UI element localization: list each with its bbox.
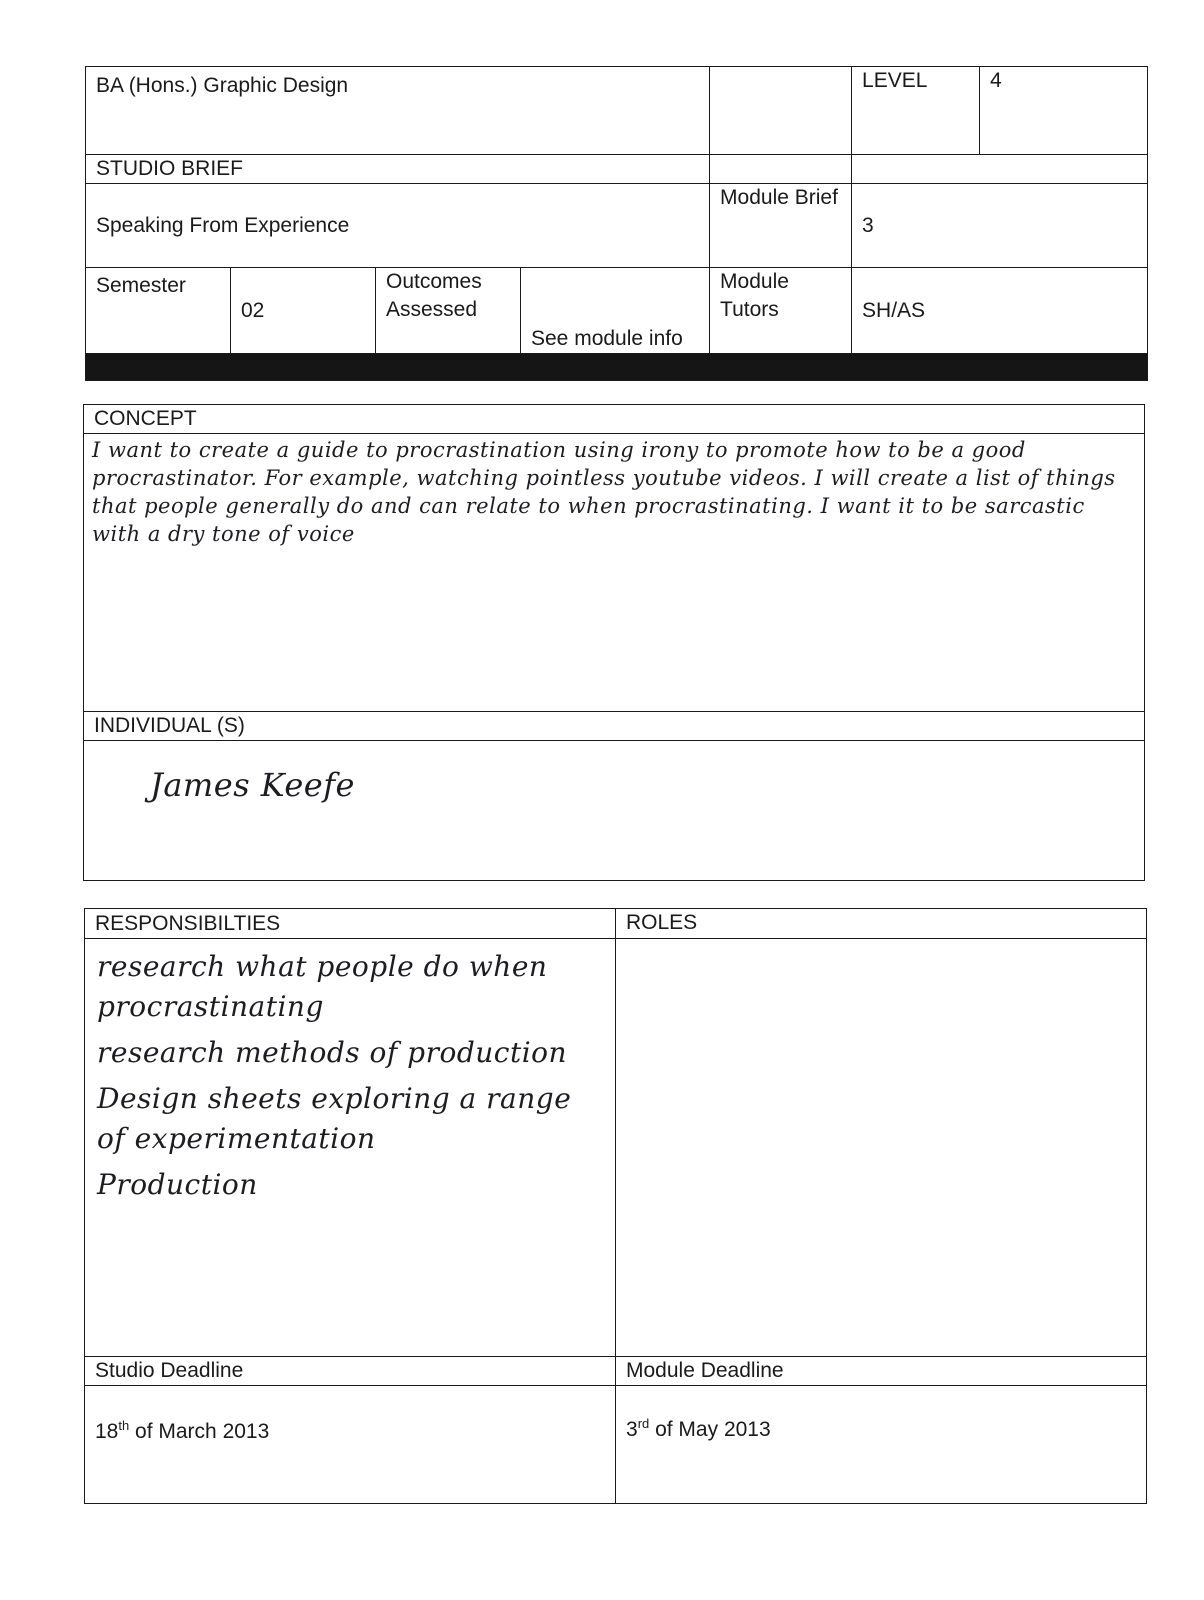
course-title: BA (Hons.) Graphic Design (86, 67, 710, 155)
level-label: LEVEL (852, 67, 980, 155)
concept-table (83, 404, 1145, 881)
empty-cell (852, 155, 1148, 184)
roles-label: ROLES (616, 909, 1147, 939)
individuals-label: INDIVIDUAL (S) (84, 712, 1145, 741)
concept-text: I want to create a guide to procrastination using irony to promote how to be a good procrastinator. For example, watching pointless youtube videos. I will create a list of things that people generally do and can relate to when procrastinating. I want it to be sarcastic with a dry tone of voice (84, 434, 1145, 712)
responsibility-item: Production (97, 1168, 258, 1201)
module-brief-value: 3 (852, 184, 1148, 268)
level-value: 4 (980, 67, 1148, 155)
studio-deadline-suffix: th (118, 1418, 130, 1433)
module-deadline-suffix: rd (637, 1416, 650, 1431)
roles-area (616, 939, 1147, 1357)
responsibilities-table (84, 908, 1147, 1504)
module-deadline-day: 3 (626, 1418, 638, 1441)
responsibility-item: research what people do when procrastinating (97, 950, 548, 1023)
semester-value: 02 (231, 268, 376, 354)
outcomes-label: Outcomes Assessed (376, 268, 521, 354)
module-brief-label: Module Brief (710, 184, 852, 268)
empty-cell (710, 67, 852, 155)
semester-label: Semester (86, 268, 231, 354)
brief-title: Speaking From Experience (86, 184, 710, 268)
module-deadline-rest: of May 2013 (649, 1418, 771, 1441)
module-deadline-label: Module Deadline (616, 1357, 1147, 1386)
responsibilities-list (85, 939, 616, 1357)
module-deadline-value (616, 1386, 1147, 1504)
responsibilities-label: RESPONSIBILTIES (85, 909, 616, 939)
individual-name: James Keefe (84, 741, 1145, 881)
studio-deadline-day: 18 (95, 1420, 119, 1443)
studio-deadline-value (85, 1386, 616, 1504)
outcomes-value: See module info (521, 268, 710, 354)
studio-brief-label: STUDIO BRIEF (86, 155, 710, 184)
black-divider-bar (86, 354, 1148, 381)
studio-deadline-rest: of March 2013 (129, 1420, 270, 1443)
tutors-label: Module Tutors (710, 268, 852, 354)
tutors-value: SH/AS (852, 268, 1148, 354)
concept-label: CONCEPT (84, 405, 1145, 434)
responsibility-item: Design sheets exploring a range of experimentation (97, 1082, 572, 1155)
responsibility-item: research methods of production (97, 1036, 568, 1069)
studio-deadline-label: Studio Deadline (85, 1357, 616, 1386)
header-table (85, 66, 1148, 381)
empty-cell (710, 155, 852, 184)
